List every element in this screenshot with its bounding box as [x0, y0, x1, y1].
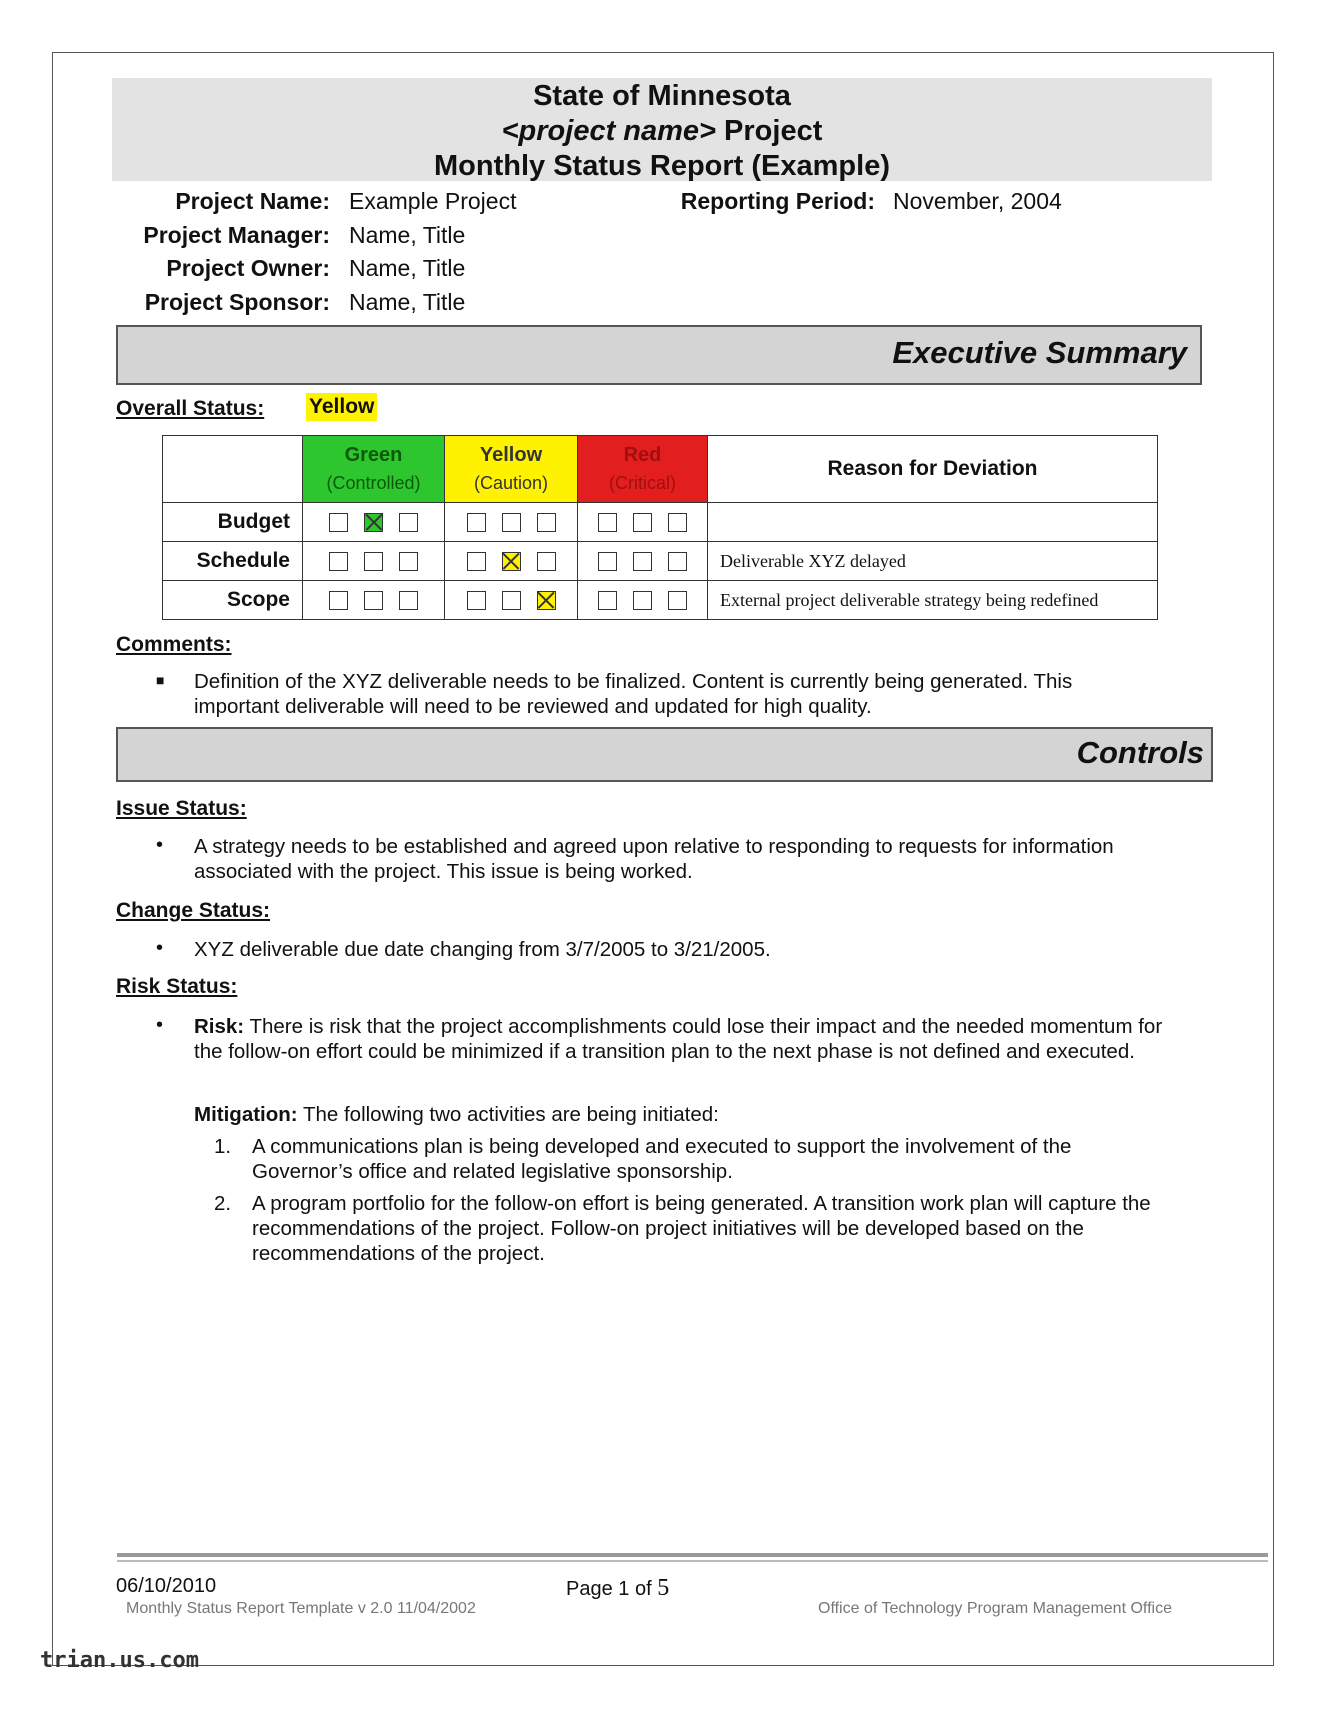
bullet-icon: • — [156, 937, 164, 959]
table-row — [163, 542, 1158, 581]
bullet-icon: • — [156, 834, 164, 856]
table-row — [163, 581, 1158, 620]
checkbox-checked[interactable] — [364, 513, 383, 532]
executive-summary-title: Executive Summary — [892, 335, 1187, 370]
header-red-name: Red — [623, 444, 662, 466]
schedule-red-cell — [578, 542, 708, 581]
title-report: Monthly Status Report (Example) — [434, 150, 890, 182]
header-yellow — [445, 436, 578, 503]
budget-reason — [708, 503, 1158, 542]
checkbox[interactable] — [364, 552, 383, 571]
mitigation-item-text: A program portfolio for the follow-on effort is being generated. A transition work plan will capture the recommendations of the project. Follow-on project initiatives will be developed based on the recommendations of the project. — [252, 1192, 1151, 1265]
checkbox[interactable] — [467, 513, 486, 532]
footer-page — [566, 1575, 669, 1602]
issue-status-label: Issue Status: — [116, 797, 247, 820]
checkbox[interactable] — [598, 513, 617, 532]
mitigation-item-number: 1. — [214, 1135, 232, 1158]
title-project-placeholder: <project name> — [501, 115, 716, 147]
overall-status-value: Yellow — [306, 393, 377, 421]
checkbox[interactable] — [467, 552, 486, 571]
issue-status-text: A strategy needs to be established and agreed upon relative to responding to requests for information associated with the project. This issue is being worked. — [194, 835, 1114, 883]
project-owner-value: Name, Title — [349, 255, 466, 281]
header-red — [578, 436, 708, 503]
reporting-period-value: November, 2004 — [893, 188, 1062, 214]
header-green-sub: (Controlled) — [326, 473, 421, 493]
header-yellow-name: Yellow — [479, 444, 543, 466]
checkbox[interactable] — [502, 591, 521, 610]
project-sponsor-label: Project Sponsor: — [144, 289, 330, 315]
watermark: trian.us.com — [40, 1648, 199, 1673]
footer-page-total: 5 — [657, 1575, 670, 1601]
status-table-header-row — [163, 436, 1158, 503]
header-green — [303, 436, 445, 503]
project-manager-value: Name, Title — [349, 222, 466, 248]
bullet-icon: • — [156, 1014, 164, 1036]
controls-title: Controls — [1076, 735, 1204, 770]
header-red-sub: (Critical) — [609, 473, 676, 493]
header-empty-cell — [163, 436, 303, 503]
overall-status-label: Overall Status: — [116, 397, 265, 420]
checkbox[interactable] — [537, 513, 556, 532]
checkbox[interactable] — [399, 513, 418, 532]
project-sponsor-value: Name, Title — [349, 289, 466, 315]
budget-red-cell — [578, 503, 708, 542]
checkbox[interactable] — [668, 591, 687, 610]
project-owner-label: Project Owner: — [166, 255, 330, 281]
title-project-suffix: Project — [716, 115, 823, 147]
footer-rule — [117, 1553, 1268, 1557]
checkbox[interactable] — [537, 552, 556, 571]
change-status-text: XYZ deliverable due date changing from 3/7/2005 to 3/21/2005. — [194, 938, 771, 961]
header-yellow-sub: (Caution) — [473, 473, 549, 493]
mitigation-bold-label: Mitigation: — [194, 1103, 298, 1126]
title-state: State of Minnesota — [533, 80, 791, 112]
scope-red-cell — [578, 581, 708, 620]
checkbox[interactable] — [598, 591, 617, 610]
checkbox[interactable] — [467, 591, 486, 610]
scope-green-cell — [303, 581, 445, 620]
row-label-budget: Budget — [163, 503, 303, 542]
checkbox[interactable] — [668, 513, 687, 532]
checkbox-checked[interactable] — [537, 591, 556, 610]
footer-template: Monthly Status Report Template v 2.0 11/04/2002 — [126, 1600, 476, 1617]
schedule-reason: Deliverable XYZ delayed — [708, 542, 1158, 581]
checkbox[interactable] — [329, 591, 348, 610]
checkbox[interactable] — [502, 513, 521, 532]
row-label-schedule: Schedule — [163, 542, 303, 581]
checkbox[interactable] — [633, 591, 652, 610]
comments-label: Comments: — [116, 633, 232, 656]
checkbox[interactable] — [633, 513, 652, 532]
reporting-period-label: Reporting Period: — [680, 188, 875, 214]
header-reason: Reason for Deviation — [708, 436, 1158, 503]
scope-yellow-cell — [445, 581, 578, 620]
risk-text — [194, 1014, 1194, 1064]
project-name-label: Project Name: — [175, 188, 330, 214]
checkbox[interactable] — [399, 591, 418, 610]
footer-office: Office of Technology Program Management Office — [818, 1600, 1172, 1617]
footer-rule — [117, 1560, 1268, 1562]
table-row — [163, 503, 1158, 542]
change-status-label: Change Status: — [116, 899, 271, 922]
mitigation-body: The following two activities are being initiated: — [297, 1103, 719, 1126]
status-table — [162, 435, 1158, 620]
row-label-scope: Scope — [163, 581, 303, 620]
checkbox[interactable] — [329, 552, 348, 571]
schedule-green-cell — [303, 542, 445, 581]
checkbox[interactable] — [399, 552, 418, 571]
mitigation-item-text: A communications plan is being developed and executed to support the involvement of the Governor’s office and related legislative sponsorship. — [252, 1135, 1072, 1183]
checkbox[interactable] — [329, 513, 348, 532]
checkbox[interactable] — [633, 552, 652, 571]
budget-green-cell — [303, 503, 445, 542]
footer-page-prefix: Page 1 of — [566, 1578, 658, 1600]
mitigation-text — [194, 1102, 1194, 1127]
risk-status-label: Risk Status: — [116, 975, 238, 998]
header-green-name: Green — [344, 444, 403, 466]
title-project — [112, 114, 1212, 148]
schedule-yellow-cell — [445, 542, 578, 581]
risk-bold-label: Risk: — [194, 1015, 245, 1038]
budget-yellow-cell — [445, 503, 578, 542]
checkbox[interactable] — [364, 591, 383, 610]
checkbox[interactable] — [598, 552, 617, 571]
mitigation-item-number: 2. — [214, 1192, 232, 1215]
risk-body: There is risk that the project accomplishments could lose their impact and the needed momentum for the follow-on effort could be minimized if a transition plan to the next phase is not defined and executed. — [194, 1015, 1163, 1063]
project-manager-label: Project Manager: — [143, 222, 330, 248]
scope-reason: External project deliverable strategy being redefined — [708, 581, 1158, 620]
controls-bar — [116, 727, 1213, 782]
footer-date: 06/10/2010 — [116, 1575, 217, 1597]
square-bullet-icon: ■ — [156, 672, 165, 688]
checkbox[interactable] — [668, 552, 687, 571]
checkbox-checked[interactable] — [502, 552, 521, 571]
comments-text: Definition of the XYZ deliverable needs to be finalized. Content is currently being generated. This important deliverable will need to be reviewed and updated for high quality. — [194, 670, 1073, 718]
project-name-value: Example Project — [349, 188, 517, 214]
